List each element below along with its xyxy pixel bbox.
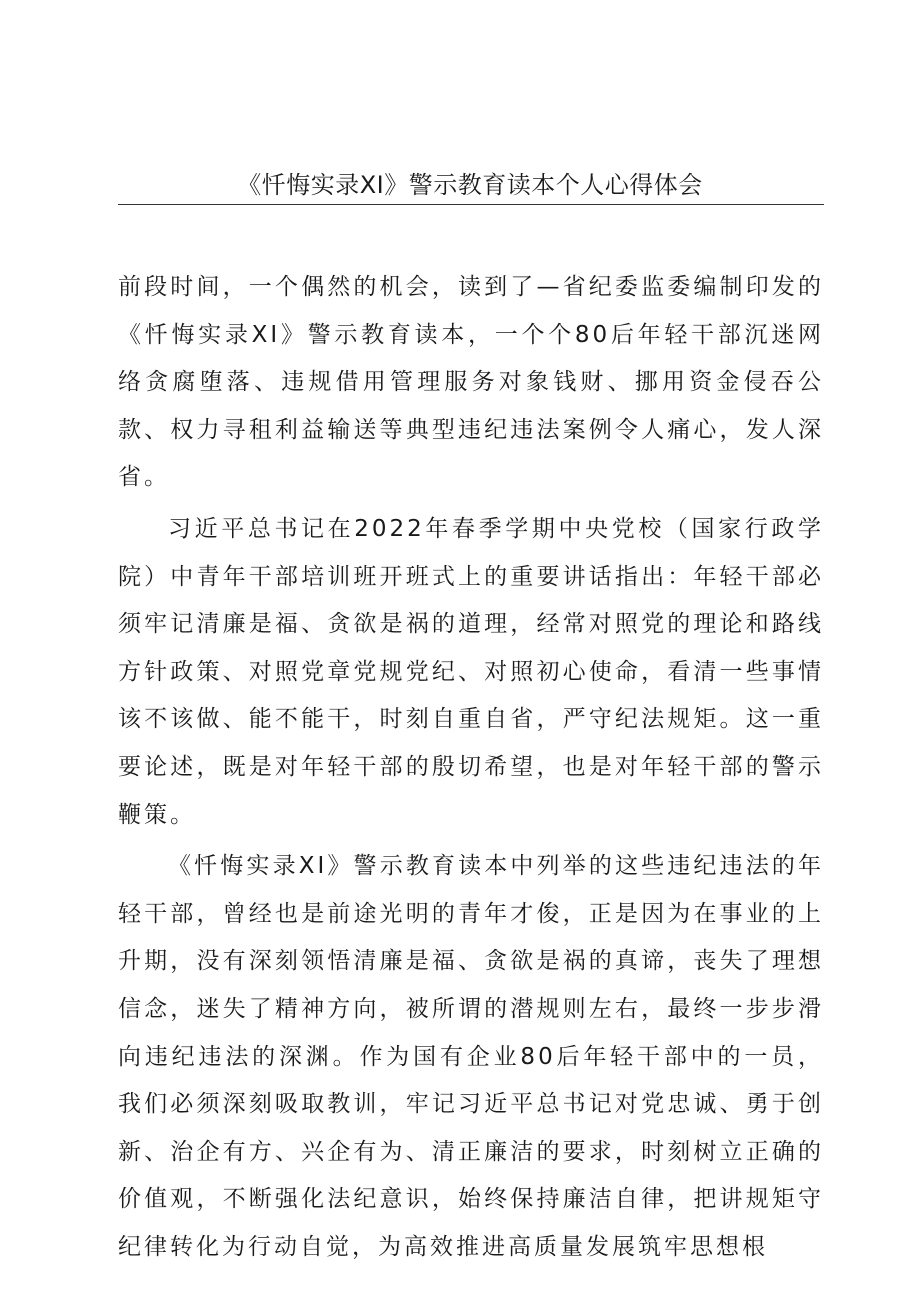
paragraph-speech: 习近平总书记在2022年春季学期中央党校（国家行政学院）中青年干部培训班开班式上的重要讲话指出：年轻干部必须牢记清廉是福、贪欲是祸的道理，经常对照党的理论和路线方针政策、对照党章党规党纪、对照初心使命，看清一些事情该不该做、能不能干，时刻自重自省，严守纪法规矩。这一重要论述，既是对年轻干部的殷切希望，也是对年轻干部的警示鞭策。 — [118, 515, 824, 828]
paragraph-intro: 前段时间，一个偶然的机会，读到了—省纪委监委编制印发的《忏悔实录XI》警示教育读本，一个个80后年轻干部沉迷网络贪腐堕落、违规借用管理服务对象钱财、挪用资金侵吞公款、权力寻租利益输送等典型违纪违法案例令人痛心，发人深省。 — [118, 274, 824, 491]
paragraph-reflection: 《忏悔实录XI》警示教育读本中列举的这些违纪违法的年轻干部，曾经也是前途光明的青年才俊，正是因为在事业的上升期，没有深刻领悟清廉是福、贪欲是祸的真谛，丧失了理想信念，迷失了精神方向，被所谓的潜规则左右，最终一步步滑向违纪违法的深渊。作为国有企业80后年轻干部中的一员，我们必须深刻吸取教训，牢记习近平总书记对党忠诚、勇于创新、治企有方、兴企有为、清正廉洁的要求，时刻树立正确的价值观，不断强化法纪意识，始终保持廉洁自律，把讲规矩守纪律转化为行动自觉，为高效推进高质量发展筑牢思想根 — [118, 853, 824, 1260]
title-underline — [118, 204, 824, 205]
document-title: 《忏悔实录XI》警示教育读本个人心得体会 — [237, 171, 703, 199]
document-body — [118, 264, 824, 1275]
